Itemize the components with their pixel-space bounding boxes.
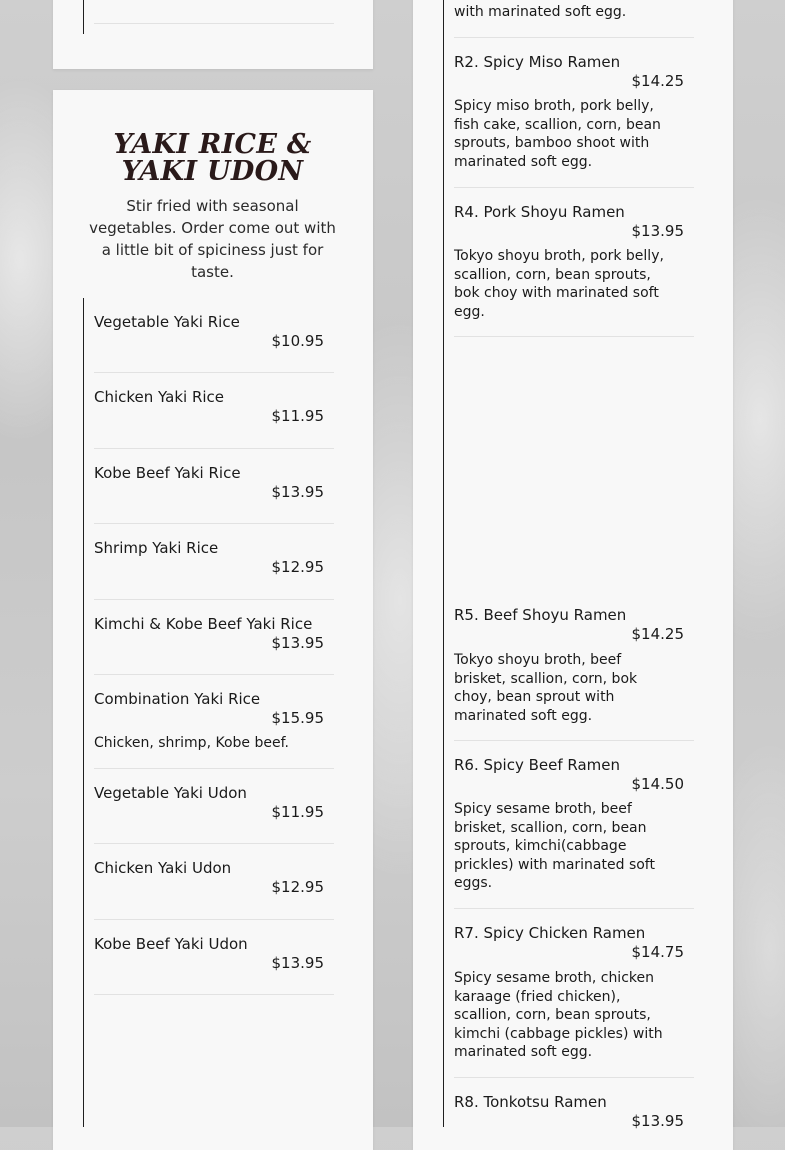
item-price: $13.95 [631,222,684,240]
item-price: $13.95 [271,483,324,501]
item-description: with marinated soft egg. [454,4,627,20]
item-divider [454,187,694,188]
item-name: R5. Beef Shoyu Ramen [454,606,627,624]
item-divider [94,523,334,524]
item-divider [454,336,694,337]
item-name: Kimchi & Kobe Beef Yaki Rice [94,615,313,633]
item-description: Chicken, shrimp, Kobe beef. [94,735,289,751]
item-divider [94,843,334,844]
menu-item[interactable] [94,935,334,975]
item-description: Spicy sesame broth, chicken karaage (fried chicken), scallion, corn, bean sprouts, kimchi (cabbage pickles) with marinated soft egg. [454,970,663,1060]
item-price: $10.95 [271,332,324,350]
item-price: $11.95 [271,407,324,425]
item-name: Kobe Beef Yaki Rice [94,464,241,482]
item-price: $14.25 [631,72,684,90]
item-name: Shrimp Yaki Rice [94,539,219,557]
menu-item[interactable] [454,53,694,173]
menu-item[interactable] [94,539,334,579]
item-price: $12.95 [271,558,324,576]
menu-card-previous [53,0,373,69]
menu-item[interactable] [94,388,334,428]
card-accent-line [83,298,84,1127]
item-price: $14.25 [631,625,684,643]
item-divider [94,919,334,920]
menu-item[interactable] [454,606,694,726]
menu-item[interactable] [454,924,694,1064]
item-description: Tokyo shoyu broth, beef brisket, scallion, corn, bok choy, bean sprout with marinated soft egg. [454,652,638,724]
item-divider [94,23,334,24]
item-description: Spicy miso broth, pork belly, fish cake, scallion, corn, bean sprouts, bamboo shoot with marinated soft egg. [454,98,661,170]
item-name: Chicken Yaki Udon [94,859,232,877]
menu-item[interactable] [94,464,334,504]
item-divider [94,768,334,769]
item-name: Combination Yaki Rice [94,690,261,708]
item-divider [94,599,334,600]
menu-item[interactable] [454,1093,694,1130]
menu-item[interactable] [94,615,334,655]
item-divider [94,372,334,373]
card-accent-line [443,0,444,1127]
item-price: $14.75 [631,943,684,961]
item-name: Vegetable Yaki Rice [94,313,240,331]
item-divider [94,994,334,995]
item-price: $13.95 [271,954,324,972]
menu-item[interactable] [94,859,334,899]
item-name: R7. Spicy Chicken Ramen [454,924,646,942]
item-divider [94,674,334,675]
card-accent-line [83,0,84,34]
item-divider [454,908,694,909]
item-price: $12.95 [271,878,324,896]
item-name: R6. Spicy Beef Ramen [454,756,621,774]
item-divider [454,37,694,38]
item-price: $11.95 [271,803,324,821]
section-description: Stir fried with seasonal vegetables. Order come out with a little bit of spiciness just for taste. [89,197,336,281]
menu-item[interactable] [454,203,694,323]
item-description: Spicy sesame broth, beef brisket, scallion, corn, bean sprouts, kimchi(cabbage prickles) with marinated soft eggs. [454,801,655,891]
item-price: $15.95 [271,709,324,727]
item-divider [454,740,694,741]
menu-item[interactable] [94,784,334,824]
item-name: R2. Spicy Miso Ramen [454,53,621,71]
item-name: Vegetable Yaki Udon [94,784,247,802]
item-name: R4. Pork Shoyu Ramen [454,203,625,221]
item-description: Tokyo shoyu broth, pork belly, scallion, corn, bean sprouts, bok choy with marinated soft egg. [454,248,664,320]
item-name: Kobe Beef Yaki Udon [94,935,248,953]
menu-item[interactable] [94,690,334,752]
item-name: Chicken Yaki Rice [94,388,225,406]
item-divider [454,1077,694,1078]
item-name: R8. Tonkotsu Ramen [454,1093,607,1111]
item-price: $14.50 [631,775,684,793]
menu-item[interactable] [454,756,694,896]
section-title: YAKI RICE & YAKI UDON [113,129,312,187]
item-divider [94,448,334,449]
menu-item[interactable] [94,313,334,353]
item-price: $13.95 [271,634,324,652]
item-price: $13.95 [631,1112,684,1130]
